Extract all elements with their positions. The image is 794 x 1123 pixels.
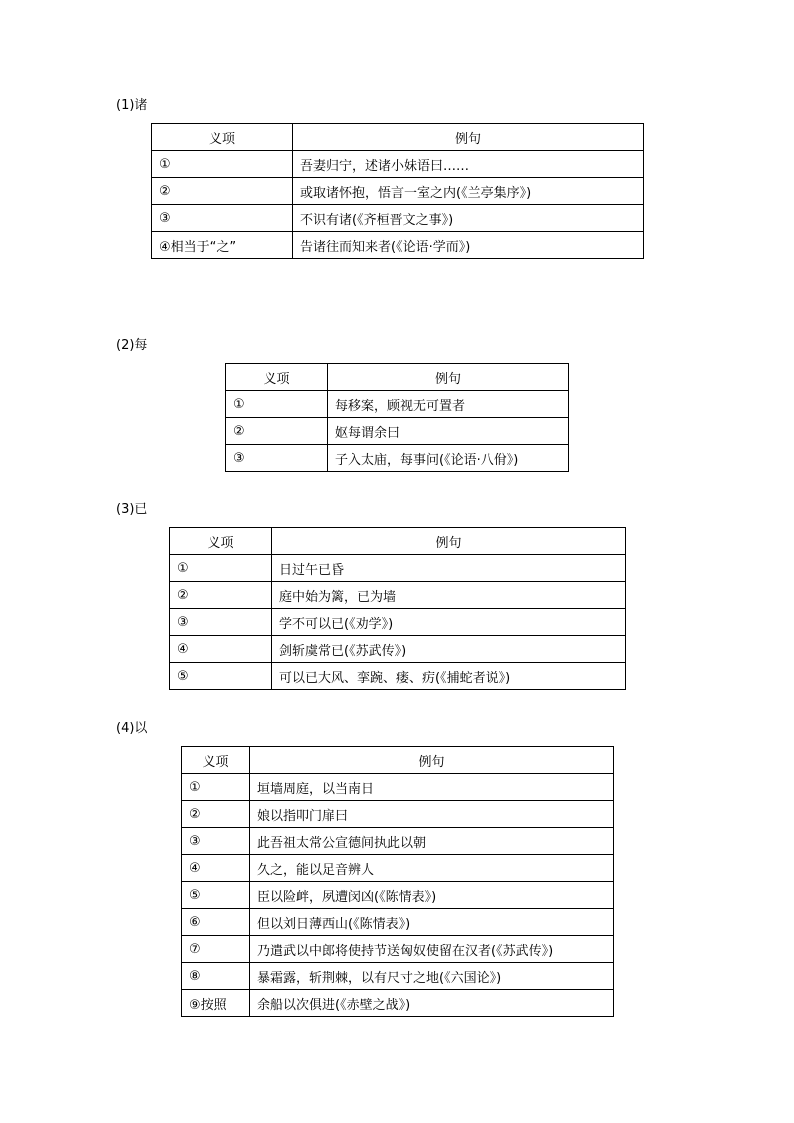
header-meaning: 义项	[182, 747, 250, 774]
table-header-row	[170, 528, 626, 555]
table-header-row	[226, 364, 569, 391]
meaning-cell: ②	[170, 582, 272, 609]
example-cell: 娘以指叩门扉曰	[250, 801, 614, 828]
table-row	[182, 909, 614, 936]
section-1-label: (1)诸	[116, 98, 148, 113]
example-cell: 妪每谓余曰	[328, 418, 569, 445]
header-example: 例句	[328, 364, 569, 391]
meaning-cell: ⑨按照	[182, 990, 250, 1017]
table-header-row	[152, 124, 644, 151]
table-row	[182, 828, 614, 855]
table-row	[226, 391, 569, 418]
section-3-table	[169, 527, 626, 690]
table-row	[170, 636, 626, 663]
meaning-cell: ⑥	[182, 909, 250, 936]
meaning-cell: ⑦	[182, 936, 250, 963]
example-cell: 每移案，顾视无可置者	[328, 391, 569, 418]
meaning-cell: ②	[226, 418, 328, 445]
table-row	[152, 205, 644, 232]
example-cell: 臣以险衅，夙遭闵凶(《陈情表》)	[250, 882, 614, 909]
example-cell: 此吾祖太常公宣德间执此以朝	[250, 828, 614, 855]
table-row	[152, 178, 644, 205]
meaning-cell: ③	[170, 609, 272, 636]
meaning-cell: ⑤	[170, 663, 272, 690]
section-3-label: (3)已	[116, 502, 148, 517]
table-row	[170, 555, 626, 582]
table-row	[182, 963, 614, 990]
meaning-cell: ③	[182, 828, 250, 855]
meaning-cell: ①	[182, 774, 250, 801]
header-example: 例句	[272, 528, 626, 555]
example-cell: 垣墙周庭，以当南日	[250, 774, 614, 801]
table-row	[152, 232, 644, 259]
table-row	[152, 151, 644, 178]
example-cell: 子入太庙，每事问(《论语·八佾》)	[328, 445, 569, 472]
meaning-cell: ①	[152, 151, 293, 178]
example-cell: 告诸往而知来者(《论语·学而》)	[293, 232, 644, 259]
meaning-cell: ⑧	[182, 963, 250, 990]
section-4-label: (4)以	[116, 721, 148, 736]
meaning-cell: ③	[226, 445, 328, 472]
meaning-cell: ④相当于“之”	[152, 232, 293, 259]
meaning-cell: ①	[170, 555, 272, 582]
table-row	[182, 882, 614, 909]
example-cell: 学不可以已(《劝学》)	[272, 609, 626, 636]
example-cell: 日过午已昏	[272, 555, 626, 582]
table-row	[226, 418, 569, 445]
example-cell: 不识有诸(《齐桓晋文之事》)	[293, 205, 644, 232]
header-meaning: 义项	[152, 124, 293, 151]
header-meaning: 义项	[170, 528, 272, 555]
example-cell: 可以已大风、挛踠、瘘、疠(《捕蛇者说》)	[272, 663, 626, 690]
example-cell: 余船以次俱进(《赤壁之战》)	[250, 990, 614, 1017]
example-cell: 久之，能以足音辨人	[250, 855, 614, 882]
meaning-cell: ⑤	[182, 882, 250, 909]
meaning-cell: ④	[170, 636, 272, 663]
table-row	[170, 609, 626, 636]
table-row	[182, 990, 614, 1017]
section-2-label: (2)每	[116, 338, 148, 353]
header-meaning: 义项	[226, 364, 328, 391]
table-row	[182, 855, 614, 882]
meaning-cell: ②	[152, 178, 293, 205]
example-cell: 剑斩虞常已(《苏武传》)	[272, 636, 626, 663]
example-cell: 暴霜露，斩荆棘，以有尺寸之地(《六国论》)	[250, 963, 614, 990]
table-row	[182, 801, 614, 828]
example-cell: 或取诸怀抱，悟言一室之内(《兰亭集序》)	[293, 178, 644, 205]
example-cell: 但以刘日薄西山(《陈情表》)	[250, 909, 614, 936]
table-row	[182, 936, 614, 963]
table-row	[226, 445, 569, 472]
section-1-table	[151, 123, 644, 259]
meaning-cell: ③	[152, 205, 293, 232]
meaning-cell: ①	[226, 391, 328, 418]
header-example: 例句	[293, 124, 644, 151]
example-cell: 乃遣武以中郎将使持节送匈奴使留在汉者(《苏武传》)	[250, 936, 614, 963]
meaning-cell: ②	[182, 801, 250, 828]
example-cell: 吾妻归宁，述诸小妹语曰……	[293, 151, 644, 178]
table-row	[170, 663, 626, 690]
section-2-table	[225, 363, 569, 472]
table-header-row	[182, 747, 614, 774]
section-4-table	[181, 746, 614, 1017]
table-row	[182, 774, 614, 801]
table-row	[170, 582, 626, 609]
header-example: 例句	[250, 747, 614, 774]
meaning-cell: ④	[182, 855, 250, 882]
example-cell: 庭中始为篱，已为墙	[272, 582, 626, 609]
